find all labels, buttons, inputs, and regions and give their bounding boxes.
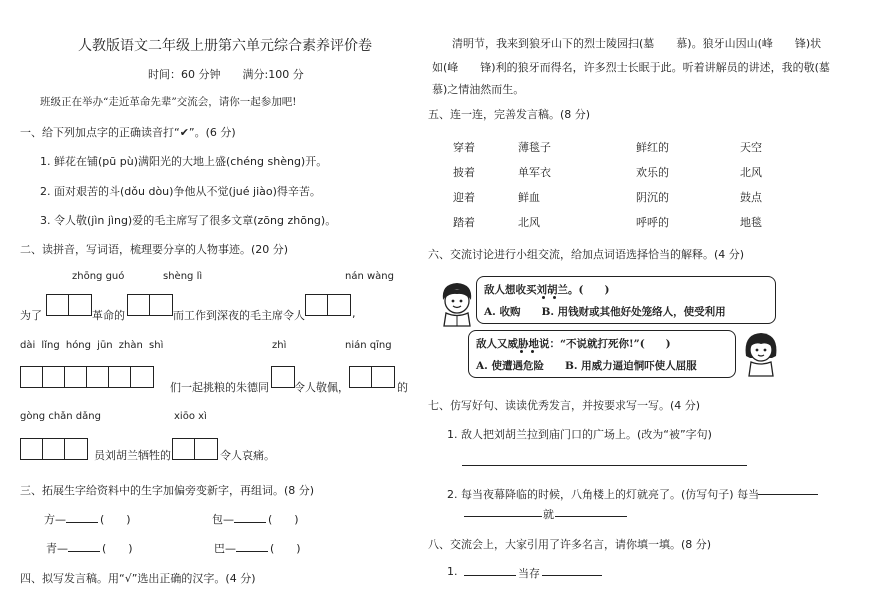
s2-row2-text-b: 令人敬佩， xyxy=(294,381,349,394)
time-score-info: 时间：60 分钟 满分:100 分 xyxy=(148,68,304,81)
s3-paren[interactable]: ( ) xyxy=(100,513,131,526)
s4-paragraph-line-3: 慕)之情油然而生。 xyxy=(432,83,525,96)
s3-paren[interactable]: ( ) xyxy=(268,513,299,526)
s3-blank[interactable] xyxy=(68,551,100,552)
s7-item-2: 2. 每当夜幕降临的时候，八角楼上的灯就亮了。(仿写句子) 每当 xyxy=(447,488,760,501)
section-6-heading: 六、交流讨论进行小组交流，给加点词语选择恰当的解释。(4 分) xyxy=(428,248,745,261)
section-4-heading: 四、拟写发言稿。用“√”选出正确的汉字。(4 分) xyxy=(20,572,256,585)
s5-col1-w1[interactable]: 穿着 xyxy=(453,141,475,154)
s3-blank[interactable] xyxy=(236,551,268,552)
s5-col2-w2[interactable]: 单军衣 xyxy=(518,166,551,179)
s7-item-1: 1. 敌人把刘胡兰拉到庙门口的广场上。(改为“被”字句) xyxy=(447,428,712,441)
pinyin-zhi: zhì xyxy=(272,340,287,351)
section-3-heading: 三、拓展生字给资料中的生字加偏旁变新字，再组词。(8 分) xyxy=(20,484,315,497)
s1-item-3: 3. 令人敬(jìn jìng)爱的毛主席写了很多文章(zōng zhōng)。 xyxy=(40,214,337,227)
s5-col4-w3[interactable]: 鼓点 xyxy=(740,191,762,204)
s4-paragraph-line-1: 清明节，我来到狼牙山下的烈士陵园扫(墓 慕)。狼牙山因山(峰 锋)状 xyxy=(452,37,822,50)
emphasis-dot xyxy=(542,296,545,299)
s7-answer-line-2b[interactable] xyxy=(464,516,542,517)
s8-item-1-number: 1. xyxy=(447,565,458,578)
answer-grid-zhongguo[interactable] xyxy=(46,294,92,316)
pinyin-dailing-hongjun-zhanshi: dài lǐng hóng jūn zhàn shì xyxy=(20,340,164,351)
pinyin-zhongguo: zhōng guó xyxy=(72,271,125,282)
s5-col2-w3[interactable]: 鲜血 xyxy=(518,191,540,204)
s2-row1-text-a: 为了 xyxy=(20,309,42,322)
bubble-2-options: A. 使遭遇危险 B. 用威力逼迫恫吓使人屈服 xyxy=(476,360,697,372)
s5-col1-w2[interactable]: 披着 xyxy=(453,166,475,179)
s3-char: 青— xyxy=(46,542,68,555)
boy-avatar-icon xyxy=(436,278,478,328)
s5-col3-w3[interactable]: 阴沉的 xyxy=(636,191,669,204)
s5-col2-w1[interactable]: 薄毯子 xyxy=(518,141,551,154)
s2-row3-text-b: 令人哀痛。 xyxy=(220,449,275,462)
s5-col3-w1[interactable]: 鲜红的 xyxy=(636,141,669,154)
section-1-heading: 一、给下列加点字的正确读音打“✔”。(6 分) xyxy=(20,126,236,139)
section-8-heading: 八、交流会上，大家引用了许多名言，请你填一填。(8 分) xyxy=(428,538,712,551)
s7-answer-line-2c[interactable] xyxy=(555,516,627,517)
bubble-2-question: 敌人又威胁地说：“不说就打死你!”( ) xyxy=(476,338,671,350)
emphasis-dot xyxy=(520,350,523,353)
pinyin-shengli: shèng lì xyxy=(163,271,203,282)
answer-grid-xiaoxi[interactable] xyxy=(172,438,218,460)
intro-text: 班级正在举办“走近革命先辈”交流会，请你一起参加吧! xyxy=(40,96,297,108)
answer-grid-nanwang[interactable] xyxy=(305,294,351,316)
s8-answer-line-1b[interactable] xyxy=(542,575,602,576)
s3-blank[interactable] xyxy=(234,522,266,523)
section-2-heading: 二、读拼音，写词语，梳理要分享的人物事迹。(20 分) xyxy=(20,243,289,256)
s3-item-qing xyxy=(46,540,133,556)
s2-row1-text-c: 而工作到深夜的毛主席令人 xyxy=(173,309,305,322)
s2-row3-text-a: 员刘胡兰牺牲的 xyxy=(94,449,171,462)
s5-col4-w1[interactable]: 天空 xyxy=(740,141,762,154)
s1-item-1: 1. 鲜花在铺(pū pù)满阳光的大地上盛(chéng shèng)开。 xyxy=(40,155,328,168)
s3-blank[interactable] xyxy=(66,522,98,523)
emphasis-dot xyxy=(531,350,534,353)
section-7-heading: 七、仿写好句、读读优秀发言，并按要求写一写。(4 分) xyxy=(428,399,701,412)
s8-item-1-mid: 当存 xyxy=(518,567,540,580)
answer-grid-shengli[interactable] xyxy=(127,294,173,316)
emphasis-dot xyxy=(553,296,556,299)
s5-col3-w2[interactable]: 欢乐的 xyxy=(636,166,669,179)
s3-paren[interactable]: ( ) xyxy=(270,542,301,555)
s3-item-fang xyxy=(44,511,131,527)
s3-char: 包— xyxy=(212,513,234,526)
s4-paragraph-line-2: 如(峰 锋)利的狼牙而得名，许多烈士长眠于此。听着讲解员的讲述，我的敬(墓 xyxy=(432,61,830,74)
bubble-1-question: 敌人想收买刘胡兰。( ) xyxy=(484,284,610,296)
s3-item-bao xyxy=(212,511,299,527)
girl-avatar-icon xyxy=(740,328,782,378)
pinyin-gongchandang: gòng chǎn dǎng xyxy=(20,411,101,422)
s2-row1-text-d: , xyxy=(352,307,356,320)
s2-row2-text-c: 的 xyxy=(397,381,408,394)
s5-col4-w4[interactable]: 地毯 xyxy=(740,216,762,229)
answer-grid-gongchandang[interactable] xyxy=(20,438,88,460)
s5-col1-w4[interactable]: 踏着 xyxy=(453,216,475,229)
s5-col3-w4[interactable]: 呼呼的 xyxy=(636,216,669,229)
s7-answer-line-2a[interactable] xyxy=(758,494,818,495)
s3-char: 巴— xyxy=(214,542,236,555)
page-title: 人教版语文二年级上册第六单元综合素养评价卷 xyxy=(78,38,372,54)
s7-answer-line-1[interactable] xyxy=(462,465,747,466)
s3-paren[interactable]: ( ) xyxy=(102,542,133,555)
s2-row2-text-a: 们一起挑粮的朱德同 xyxy=(170,381,269,394)
s3-item-ba xyxy=(214,540,301,556)
pinyin-nianqing: nián qīng xyxy=(345,340,392,351)
s5-col4-w2[interactable]: 北风 xyxy=(740,166,762,179)
s8-answer-line-1a[interactable] xyxy=(464,575,516,576)
s7-item-2-jiu: 就 xyxy=(543,508,554,521)
answer-grid-nianqing[interactable] xyxy=(349,366,395,388)
pinyin-nanwang: nán wàng xyxy=(345,271,394,282)
section-5-heading: 五、连一连，完善发言稿。(8 分) xyxy=(428,108,591,121)
bubble-1-options: A. 收购 B. 用钱财或其他好处笼络人，使受利用 xyxy=(484,306,726,318)
pinyin-xiaoxi: xiōo xì xyxy=(174,411,207,422)
answer-grid-zhi[interactable] xyxy=(271,366,295,388)
answer-grid-dailing-hongjun-zhanshi[interactable] xyxy=(20,366,154,388)
s2-row1-text-b: 革命的 xyxy=(92,309,125,322)
s1-item-2: 2. 面对艰苦的斗(dǒu dòu)争他从不觉(jué jiào)得辛苦。 xyxy=(40,185,321,198)
s5-col2-w4[interactable]: 北风 xyxy=(518,216,540,229)
s5-col1-w3[interactable]: 迎着 xyxy=(453,191,475,204)
s3-char: 方— xyxy=(44,513,66,526)
